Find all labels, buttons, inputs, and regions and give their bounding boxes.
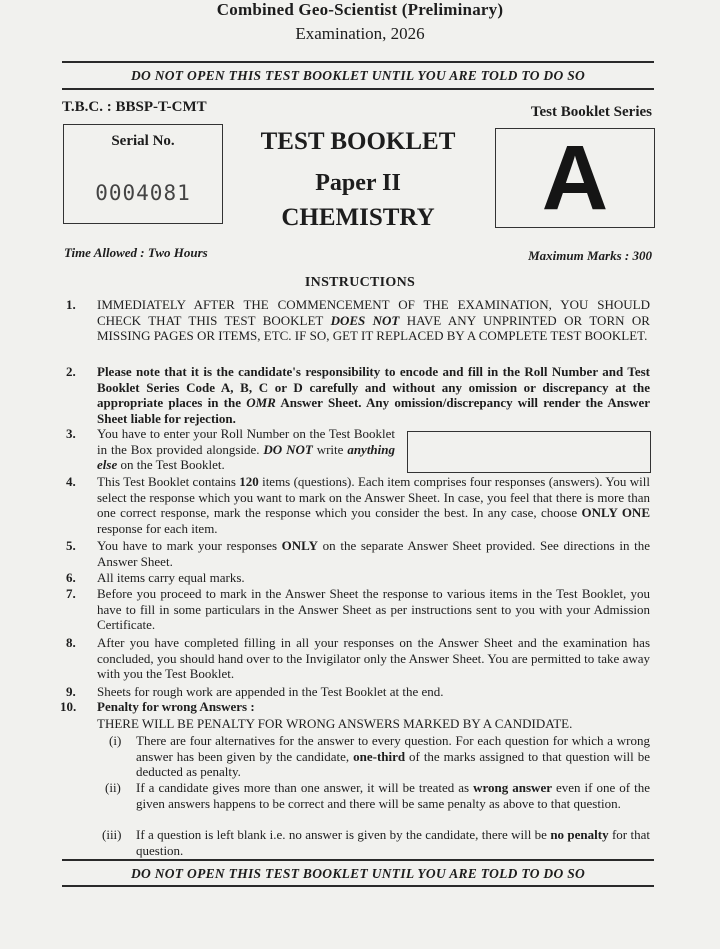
sub-item-number: (i) bbox=[109, 733, 122, 748]
item-number: 5. bbox=[66, 538, 76, 553]
instruction-7: Before you proceed to mark in the Answer Sheet the response to various items in the Test Booklet, you have to fill in some particulars in the Answer Sheet as per instructions sent to you with your Admission Certificate. bbox=[97, 586, 650, 632]
time-allowed: Time Allowed : Two Hours bbox=[64, 245, 208, 260]
instruction-3: You have to enter your Roll Number on the Test Booklet in the Box provided alongside. DO NOT write anything else on the Test Booklet. bbox=[97, 426, 395, 472]
instruction-8: After you have completed filling in all your responses on the Answer Sheet and the examination has concluded, you should hand over to the Invigilator only the Answer Sheet. You are permitted to take away with you the Test Booklet. bbox=[97, 635, 650, 681]
serial-label: Serial No. bbox=[111, 133, 175, 149]
instruction-5: You have to mark your responses ONLY on the separate Answer Sheet provided. See directions in the Answer Sheet. bbox=[97, 538, 650, 569]
roll-number-box[interactable] bbox=[407, 431, 651, 473]
divider bbox=[62, 61, 654, 63]
instruction-6: All items carry equal marks. bbox=[97, 570, 245, 585]
item-number: 10. bbox=[60, 699, 77, 714]
serial-number: 0004081 bbox=[95, 181, 191, 205]
booklet-title: TEST BOOKLET bbox=[260, 128, 456, 155]
penalty-rule-1: There are four alternatives for the answer to every question. For each question for which a wrong answer has been given by the candidate, one-third of the marks assigned to that question will be deducted as penalty. bbox=[136, 733, 650, 779]
instruction-1: IMMEDIATELY AFTER THE COMMENCEMENT OF THE EXAMINATION, YOU SHOULD CHECK THAT THIS TEST BOOKLET DOES NOT HAVE ANY UNPRINTED OR TORN OR MISSING PAGES OR ITEMS, ETC. IF SO, GET IT REPLACED BY A COMPLETE TEST BOOKLET. bbox=[97, 297, 650, 343]
divider bbox=[62, 88, 654, 90]
item-number: 2. bbox=[66, 364, 76, 379]
series-box bbox=[495, 128, 655, 228]
instruction-2: Please note that it is the candidate's responsibility to encode and fill in the Roll Number and Test Booklet Series Code A, B, C or D carefully and without any omission or discrepancy at the appropriate places in the OMR Answer Sheet. Any omission/discrepancy will render the Answer Sheet liable for rejection. bbox=[97, 364, 650, 426]
instructions-heading: INSTRUCTIONS bbox=[304, 275, 416, 290]
serial-box bbox=[63, 124, 223, 224]
series-label: Test Booklet Series bbox=[530, 104, 652, 120]
subject-title: CHEMISTRY bbox=[281, 204, 435, 231]
exam-name: Combined Geo-Scientist (Preliminary) bbox=[216, 0, 504, 19]
divider bbox=[62, 885, 654, 887]
item-number: 1. bbox=[66, 297, 76, 312]
warning-top: DO NOT OPEN THIS TEST BOOKLET UNTIL YOU ARE TOLD TO DO SO bbox=[130, 68, 586, 83]
series-letter: A bbox=[541, 127, 609, 229]
penalty-rule-3: If a question is left blank i.e. no answer is given by the candidate, there will be no penalty for that question. bbox=[136, 827, 651, 858]
item-number: 6. bbox=[66, 570, 76, 585]
sub-item-number: (iii) bbox=[102, 827, 122, 842]
tbc-code: T.B.C. : BBSP-T-CMT bbox=[62, 99, 207, 115]
item-number: 7. bbox=[66, 586, 76, 601]
item-number: 3. bbox=[66, 426, 76, 441]
item-number: 8. bbox=[66, 635, 76, 650]
penalty-rule-2: If a candidate gives more than one answer, it will be treated as wrong answer even if one of the given answers happens to be correct and there will be same penalty as above to that question. bbox=[136, 780, 651, 811]
item-number: 4. bbox=[66, 474, 76, 489]
maximum-marks: Maximum Marks : 300 bbox=[528, 248, 652, 263]
divider bbox=[62, 859, 654, 861]
sub-item-number: (ii) bbox=[105, 780, 121, 795]
item-number: 9. bbox=[66, 684, 76, 699]
warning-bottom: DO NOT OPEN THIS TEST BOOKLET UNTIL YOU ARE TOLD TO DO SO bbox=[130, 866, 586, 881]
instruction-9: Sheets for rough work are appended in the Test Booklet at the end. bbox=[97, 684, 444, 699]
instruction-4: This Test Booklet contains 120 items (questions). Each item comprises four responses (answers). You will select the response which you want to mark on the Answer Sheet. In case, you feel that there is more than one correct response, mark the response which you consider the best. In any case, choose ONLY ONE response for each item. bbox=[97, 474, 650, 536]
penalty-heading: Penalty for wrong Answers : bbox=[97, 699, 255, 714]
paper-number: Paper II bbox=[315, 170, 401, 196]
penalty-statement: THERE WILL BE PENALTY FOR WRONG ANSWERS MARKED BY A CANDIDATE. bbox=[97, 716, 573, 731]
exam-year: Examination, 2026 bbox=[295, 24, 425, 43]
